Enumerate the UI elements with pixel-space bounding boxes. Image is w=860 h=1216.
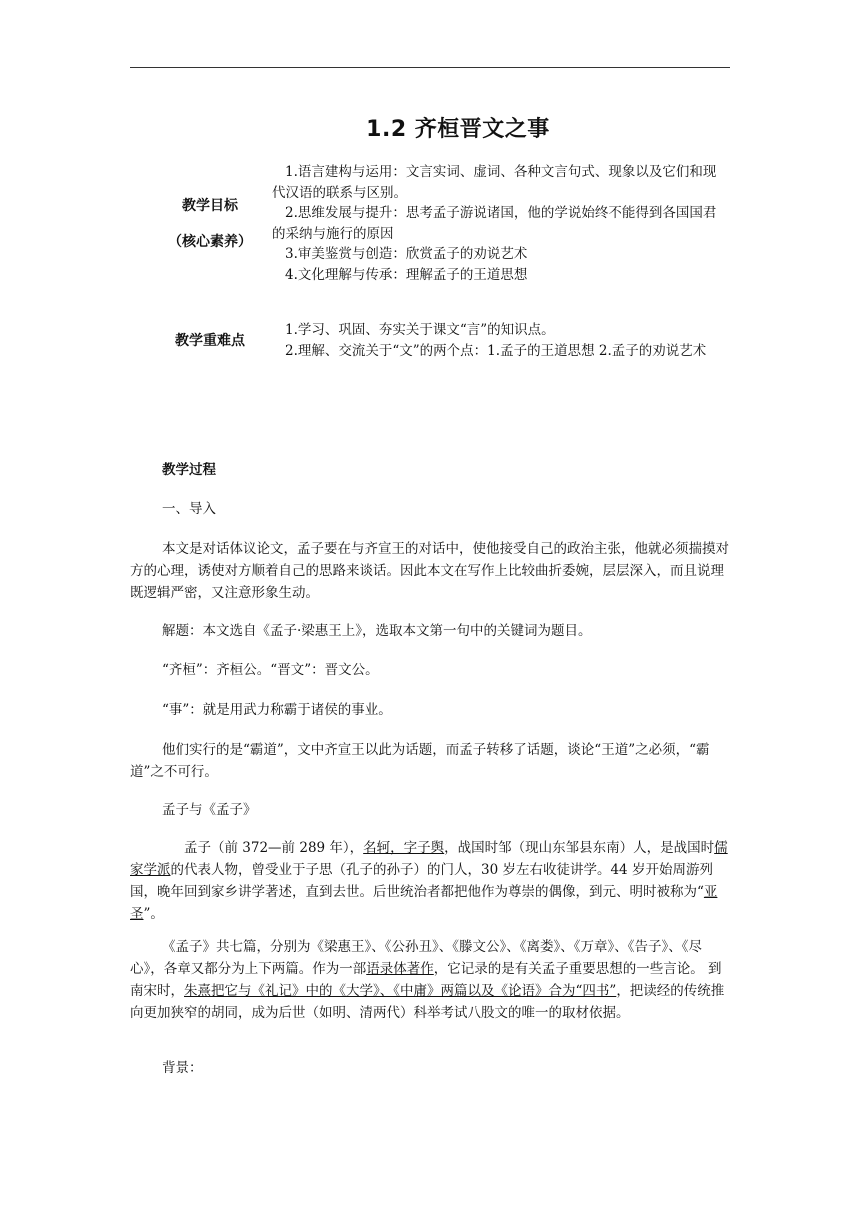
analects-style-underlined: 语录体著作 [366, 961, 434, 977]
key-points-label: 教学重难点 [175, 332, 245, 349]
mengzi-book-block [130, 936, 730, 1024]
shi-paragraph: “事”：就是用武力称霸于诸侯的事业。 [162, 702, 392, 718]
key-point-item: 2.理解、交流关于“文”的两个点：1.孟子的王道思想 2.孟子的劝说艺术 [285, 342, 707, 359]
objectives-label-line1: 教学目标 [182, 197, 238, 214]
background-block [130, 1057, 730, 1079]
jieti-block [130, 620, 730, 642]
objective-item: 4.文化理解与传承：理解孟子的王道思想 [285, 266, 528, 283]
mengzi-bio-text: ”。 [143, 906, 164, 922]
page-title: 1.2 齐桓晋文之事 [366, 117, 550, 142]
intro-paragraph: 本文是对话体议论文，孟子要在与齐宣王的对话中，使他接受自己的政治主张，他就必须揣摸对方的心理，诱使对方顺着自己的思路来谈话。因此本文在写作上比较曲折委婉，层层深入，而且说理既逻辑严密，又注意形象生动。 [130, 541, 729, 601]
mengzi-heading: 孟子与《孟子》 [162, 802, 257, 818]
process-heading: 教学过程 [162, 462, 216, 478]
shi-block [130, 699, 730, 721]
mengzi-book-text: ，它记录的是有关孟子重要思想的一些言论。 到南宋时， [130, 961, 722, 999]
mengzi-name-underlined: 名轲，字子舆 [363, 840, 445, 856]
section1-heading: 一、导入 [162, 501, 216, 517]
objectives-row [148, 162, 733, 285]
objectives-content [272, 162, 727, 285]
mengzi-bio-text: 的代表人物，曾受业于子思（孔子的孙子）的门人，30 岁左右收徒讲学。44 岁开始周游列国，晚年回到家乡讲学著述，直到去世。后世统治者都把他作为尊崇的偶像，到元、明时被称为“ [130, 862, 713, 900]
objectives-label-line2: （核心素养） [168, 233, 252, 250]
key-points-row [148, 320, 733, 361]
qihuan-paragraph: “齐桓”：齐桓公。“晋文”：晋文公。 [162, 662, 379, 678]
intro-paragraph-block [130, 538, 730, 604]
badao-paragraph: 他们实行的是“霸道”，文中齐宣王以此为话题，而孟子转移了话题，谈论“王道”之必须，“霸道”之不可行。 [130, 742, 710, 780]
objective-item: 2.思维发展与提升：思考孟子游说诸国，他的学说始终不能得到各国国君的采纳与施行的原因 [272, 205, 717, 242]
confucian-school-underlined: 儒家学派 [130, 840, 728, 878]
section1-block [130, 498, 730, 520]
yasheng-underlined: 亚圣 [130, 884, 718, 922]
mengzi-book-text: ，把读经的传统推向更加狭窄的胡同，成为后世（如明、清两代）科举考试八股文的唯一的取材依据。 [130, 983, 725, 1021]
objectives-label [148, 188, 272, 260]
mengzi-heading-block [130, 799, 730, 821]
mengzi-bio-text: 孟子（前 372—前 289 年）， [184, 840, 364, 856]
objective-item: 1.语言建构与运用：文言实词、虚词、各种文言句式、现象以及它们和现代汉语的联系与区别。 [272, 164, 717, 201]
mengzi-book-text: 《孟子》共七篇，分别为《梁惠王》、《公孙丑》、《滕文公》、《离娄》、《万章》、《告子》、《尽心》，各章又都分为上下两篇。作为一部 [130, 939, 702, 977]
mengzi-bio-text: ，战国时邹（现山东邹县东南）人，是战国时 [444, 840, 715, 856]
four-books-underlined: 朱熹把它与《礼记》中的《大学》、《中庸》两篇以及《论语》合为“四书” [184, 983, 617, 999]
jieti-paragraph: 解题：本文选自《孟子·梁惠王上》，选取本文第一句中的关键词为题目。 [162, 623, 592, 639]
process-heading-block [130, 459, 730, 481]
badao-block [130, 739, 730, 783]
qihuan-block [130, 659, 730, 681]
objective-item: 3.审美鉴赏与创造：欣赏孟子的劝说艺术 [285, 246, 528, 262]
background-label: 背景： [162, 1060, 203, 1076]
header-rule [130, 67, 730, 68]
mengzi-book-paragraph [130, 936, 730, 1024]
mengzi-bio-block [130, 837, 730, 925]
mengzi-bio-paragraph [130, 837, 730, 925]
key-point-item: 1.学习、巩固、夯实关于课文“言”的知识点。 [285, 322, 555, 338]
key-points-content [272, 320, 727, 361]
